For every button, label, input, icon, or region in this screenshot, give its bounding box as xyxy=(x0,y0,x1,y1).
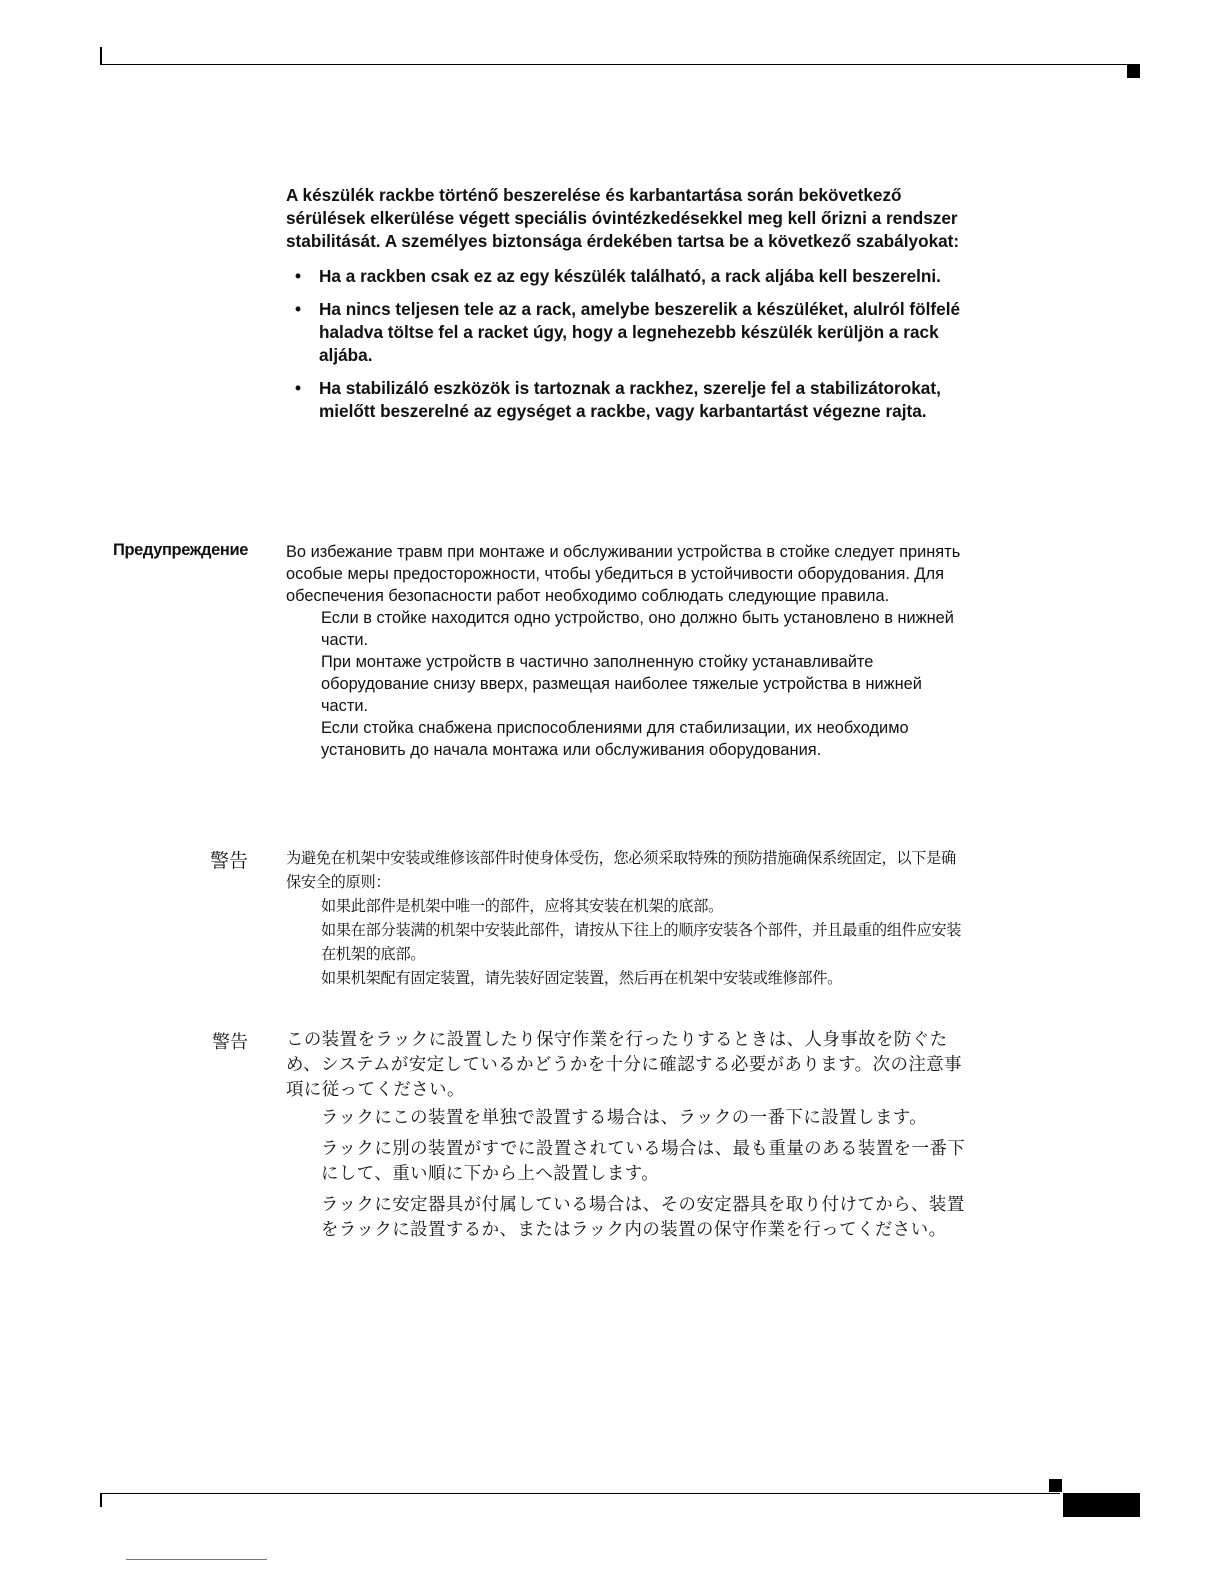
russian-warning-label: Предупреждение xyxy=(112,541,248,559)
chinese-warning-label: 警告 xyxy=(209,851,248,872)
japanese-item-list xyxy=(321,1105,966,1242)
japanese-intro: この装置をラックに設置したり保守作業を行ったりするときは、人身事故を防ぐため、システムが安定しているかどうかを十分に確認する必要があります。次の注意事項に従ってください。 xyxy=(286,1029,963,1099)
hungarian-bullet-list xyxy=(286,265,966,423)
russian-item-list xyxy=(321,607,966,761)
chinese-intro: 为避免在机架中安装或维修该部件时使身体受伤，您必须采取特殊的预防措施确保系统固定，以下是确保安全的原则： xyxy=(286,850,956,891)
hungarian-bullet: • Ha a rackben csak ez az egy készülék található, a rack aljába kell beszerelni. xyxy=(286,265,966,288)
japanese-warning-label: 警告 xyxy=(212,1032,248,1052)
hungarian-intro: A készülék rackbe történő beszerelése és karbantartása során bekövetkező sérülések elkerülése végett speciális óvintézkedésekkel meg kell őrizni a rendszer stabilitását. A személyes biztonsága érdekében tartsa be a következő szabályokat: xyxy=(286,185,960,251)
russian-warning xyxy=(286,541,966,761)
russian-intro: Во избежание травм при монтаже и обслуживании устройства в стойке следует принять особые меры предосторожности, чтобы убедиться в устойчивости оборудования. Для обеспечения безопасности работ необходимо соблюдать следующие правила. xyxy=(286,543,961,605)
japanese-item: ラックにこの装置を単独で設置する場合は、ラックの一番下に設置します。 xyxy=(321,1107,928,1127)
japanese-item: ラックに安定器具が付属している場合は、その安定器具を取り付けてから、装置をラックに設置するか、またはラック内の装置の保守作業を行ってください。 xyxy=(321,1194,965,1239)
russian-item: При монтаже устройств в частично заполненную стойку устанавливайте оборудование снизу вверх, размещая наиболее тяжелые устройства в нижней части. xyxy=(321,653,922,715)
footer-link-underline xyxy=(126,1559,267,1560)
header-tick xyxy=(100,47,102,64)
page-number-tab xyxy=(1063,1493,1140,1517)
hungarian-warning xyxy=(286,184,966,433)
hungarian-bullet: • Ha stabilizáló eszközök is tartoznak a rackhez, szerelje fel a stabilizátorokat, mielőtt beszerelné az egységet a rackbe, vagy karbantartást végezne rajta. xyxy=(286,377,966,423)
chinese-item: 如果机架配有固定装置，请先装好固定装置，然后再在机架中安装或维修部件。 xyxy=(321,970,843,987)
footer-tick xyxy=(100,1493,102,1507)
russian-item: Если в стойке находится одно устройство, оно должно быть установлено в нижней части. xyxy=(321,609,954,649)
header-marker xyxy=(1127,65,1140,78)
japanese-warning xyxy=(286,1027,966,1248)
chinese-warning xyxy=(286,847,966,991)
chinese-item: 如果此部件是机架中唯一的部件，应将其安装在机架的底部。 xyxy=(321,898,723,915)
japanese-item: ラックに別の装置がすでに設置されている場合は、最も重量のある装置を一番下にして、重い順に下から上へ設置します。 xyxy=(321,1138,966,1183)
footer-rule xyxy=(100,1493,1060,1494)
russian-item: Если стойка снабжена приспособлениями для стабилизации, их необходимо установить до начала монтажа или обслуживания оборудования. xyxy=(321,719,909,759)
footer-marker xyxy=(1049,1479,1062,1492)
chinese-item-list xyxy=(321,895,966,991)
header-rule xyxy=(100,64,1140,65)
chinese-item: 如果在部分装满的机架中安装此部件，请按从下往上的顺序安装各个部件，并且最重的组件应安装在机架的底部。 xyxy=(321,922,962,963)
hungarian-bullet: • Ha nincs teljesen tele az a rack, amelybe beszerelik a készüléket, alulról fölfelé haladva töltse fel a racket úgy, hogy a legnehezebb készülék kerüljön a rack aljába. xyxy=(286,298,966,367)
